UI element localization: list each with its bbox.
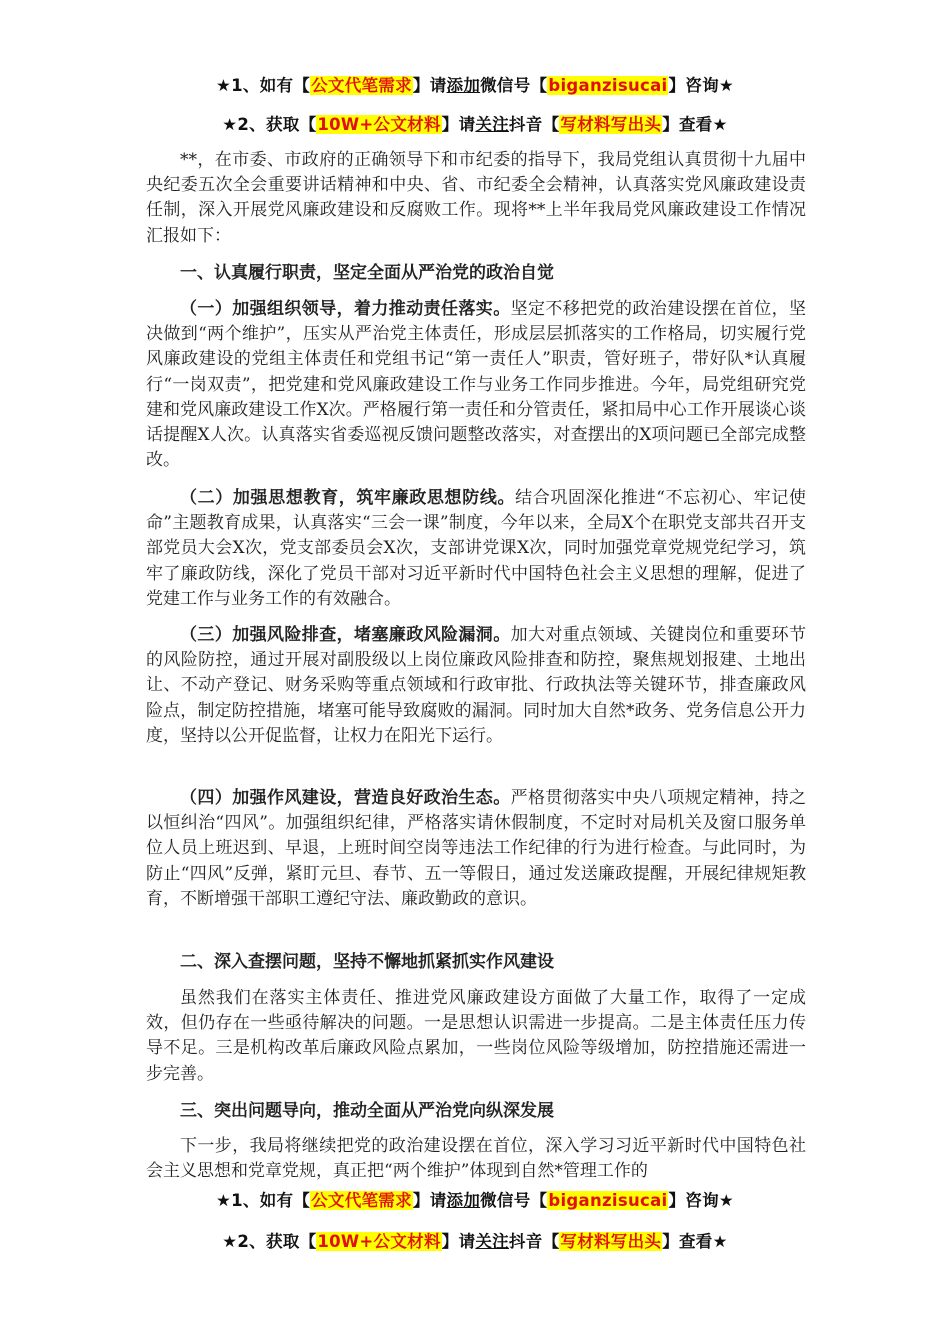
highlight-materials: 10W+公文材料: [317, 1232, 441, 1251]
promo-banner-line-2: ★2、获取【10W+公文材料】请关注抖音【写材料写出头】查看★: [222, 115, 728, 134]
highlight-douyin-account: 写材料写出头: [560, 115, 662, 134]
highlight-wechat-id: biganzisucai: [548, 76, 668, 95]
item-lead: （四）加强作风建设，营造良好政治生态。: [180, 788, 511, 808]
section-1-item-4: （四）加强作风建设，营造良好政治生态。严格贯彻落实中央八项规定精神，持之以恒纠治“四风”。加强组织纪律，严格落实请休假制度，不定时对局机关及窗口服务单位人员上班迟到、早退，上班时间空岗等违法工作纪律的行为进行检查。与此同时，为防止“四风”反弹，紧盯元旦、春节、五一等假日，通过发送廉政提醒，开展纪律规矩教育，不断增强干部职工遵纪守法、廉政勤政的意识。: [146, 788, 807, 909]
intro-paragraph: **，在市委、市政府的正确领导下和市纪委的指导下，我局党组认真贯彻十九届中央纪委五次全会重要讲话精神和中央、省、市纪委全会精神，认真落实党风廉政建设责任制，深入开展党风廉政建设和反腐败工作。现将**上半年我局党风廉政建设工作情况汇报如下：: [146, 150, 806, 246]
highlight-service: 公文代笔需求: [311, 1191, 412, 1210]
section-2-heading: 二、深入查摆问题，坚持不懈地抓紧抓实作风建设: [180, 952, 554, 972]
highlight-wechat-id: biganzisucai: [548, 1191, 668, 1210]
item-lead: （二）加强思想教育，筑牢廉政思想防线。: [180, 488, 516, 508]
highlight-materials: 10W+公文材料: [317, 115, 441, 134]
section-3-paragraph: 下一步，我局将继续把党的政治建设摆在首位，深入学习习近平新时代中国特色社会主义思想和党章党规，真正把“两个维护”体现到自然*管理工作的: [146, 1136, 806, 1182]
section-3-heading: 三、突出问题导向，推动全面从严治党向纵深发展: [180, 1101, 554, 1121]
promo-banner-line-1: ★1、如有【公文代笔需求】请添加微信号【biganzisucai】咨询★: [216, 76, 734, 95]
section-1-item-3: （三）加强风险排查，堵塞廉政风险漏洞。加大对重点领域、关键岗位和重要环节的风险防控，通过开展对副股级以上岗位廉政风险排查和防控，聚焦规划报建、土地出让、不动产登记、财务采购等重点领域和行政审批、行政执法等关键环节，排查廉政风险点，制定防控措施，堵塞可能导致腐败的漏洞。同时加大自然*政务、党务信息公开力度，坚持以公开促监督，让权力在阳光下运行。: [146, 625, 807, 746]
section-1-item-2: （二）加强思想教育，筑牢廉政思想防线。结合巩固深化推进“不忘初心、牢记使命”主题教育成果，认真落实“三会一课”制度，今年以来，全局X个在职党支部共召开支部党员大会X次，党支部委员会X次，支部讲党课X次，同时加强党章党规党纪学习，筑牢了廉政防线，深化了党员干部对习近平新时代中国特色社会主义思想的理解，促进了党建工作与业务工作的有效融合。: [146, 488, 806, 609]
promo-banner-bottom-line-2: ★2、获取【10W+公文材料】请关注抖音【写材料写出头】查看★: [222, 1232, 728, 1251]
item-lead: （一）加强组织领导，着力推动责任落实。: [180, 299, 511, 319]
highlight-douyin-account: 写材料写出头: [560, 1232, 662, 1251]
section-2-paragraph: 虽然我们在落实主体责任、推进党风廉政建设方面做了大量工作，取得了一定成效，但仍存在一些亟待解决的问题。一是思想认识需进一步提高。二是主体责任压力传导不足。三是机构改革后廉政风险点累加，一些岗位风险等级增加，防控措施还需进一步完善。: [146, 988, 806, 1084]
section-1-item-1: （一）加强组织领导，着力推动责任落实。坚定不移把党的政治建设摆在首位，坚决做到“两个维护”，压实从严治党主体责任，形成层层抓落实的工作格局，切实履行党风廉政建设的党组主体责任和党组书记“第一责任人”职责，管好班子，带好队*认真履行“一岗双责”，把党建和党风廉政建设工作与业务工作同步推进。今年，局党组研究党建和党风廉政建设工作X次。严格履行第一责任和分管责任，紧扣局中心工作开展谈心谈话提醒X人次。认真落实省委巡视反馈问题整改落实，对查摆出的X项问题已全部完成整改。: [146, 299, 807, 471]
section-1-heading: 一、认真履行职责，坚定全面从严治党的政治自觉: [180, 263, 554, 283]
promo-banner-bottom-line-1: ★1、如有【公文代笔需求】请添加微信号【biganzisucai】咨询★: [216, 1191, 734, 1210]
highlight-service: 公文代笔需求: [311, 76, 412, 95]
item-lead: （三）加强风险排查，堵塞廉政风险漏洞。: [180, 625, 511, 645]
